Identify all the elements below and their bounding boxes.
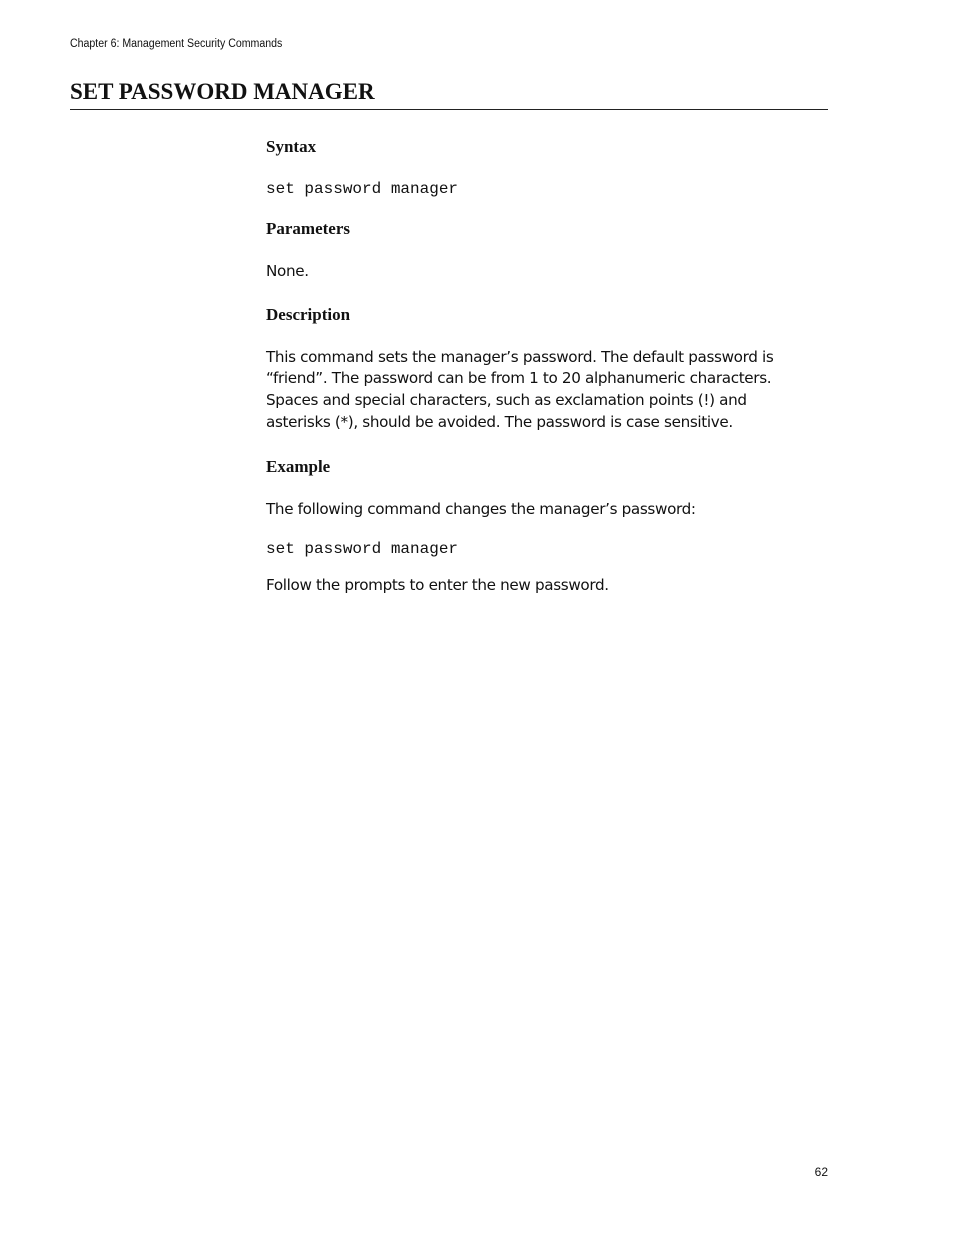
- example-intro: The following command changes the manager’s password:: [266, 499, 696, 518]
- parameters-section: [266, 218, 811, 283]
- main-content: [266, 136, 811, 597]
- parameters-text: None.: [266, 262, 309, 280]
- description-section: [266, 304, 811, 434]
- description-paragraph: [266, 347, 811, 434]
- syntax-section: [266, 136, 811, 199]
- parameters-heading: Parameters: [266, 219, 351, 238]
- running-head: Chapter 6: Management Security Commands: [70, 38, 283, 50]
- syntax-code: set password manager: [266, 180, 459, 198]
- syntax-heading: Syntax: [266, 137, 317, 156]
- description-heading: Description: [266, 304, 351, 324]
- example-code: set password manager: [266, 540, 459, 559]
- description-line: This command sets the manager’s password. The default password is: [266, 347, 774, 366]
- description-line: Spaces and special characters, such as exclamation points (!) and: [266, 391, 747, 410]
- page-title: SET PASSWORD MANAGER: [70, 78, 828, 110]
- page-number: 62: [814, 1165, 828, 1179]
- description-line: “friend”. The password can be from 1 to 20 alphanumeric characters.: [266, 369, 772, 388]
- example-followup: Follow the prompts to enter the new password.: [266, 576, 609, 595]
- example-section: [266, 456, 811, 597]
- example-heading: Example: [266, 456, 331, 476]
- description-line: asterisks (*), should be avoided. The password is case sensitive.: [266, 412, 733, 431]
